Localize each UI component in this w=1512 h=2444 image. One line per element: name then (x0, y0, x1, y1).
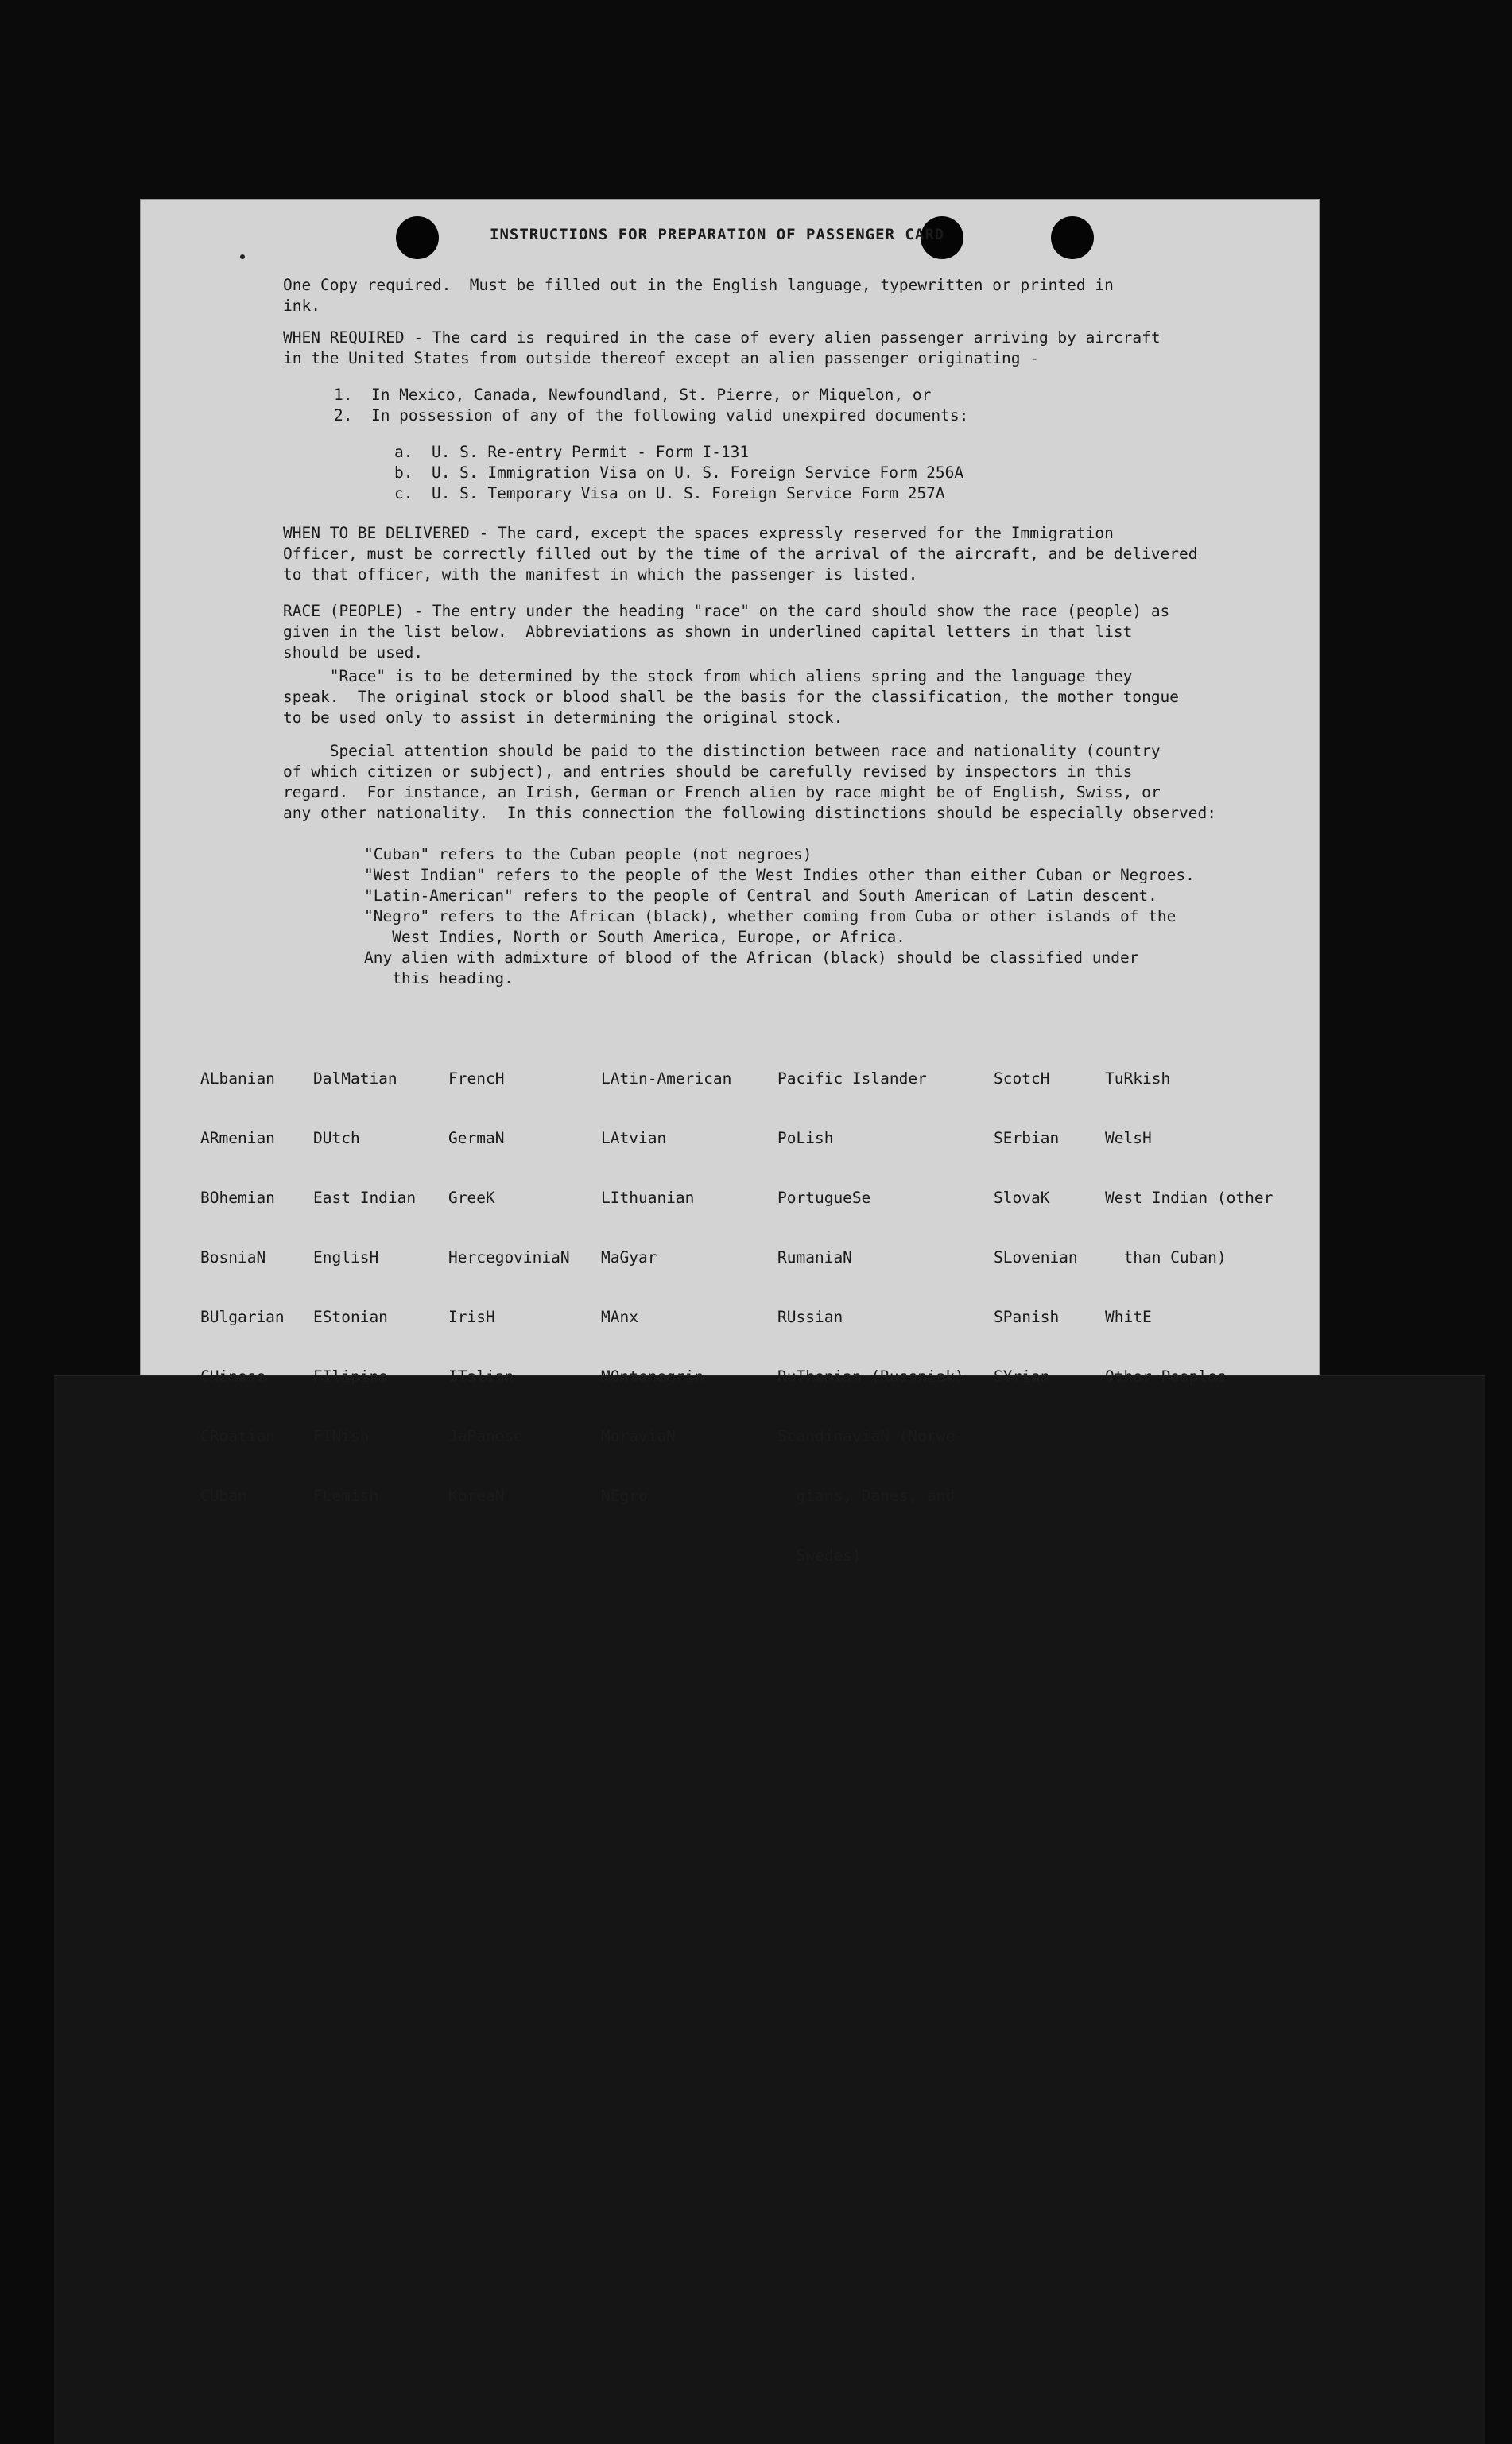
race-item: ScandinaviaN (Norwe- (777, 1427, 964, 1445)
race-item: DUtch (313, 1129, 360, 1147)
race-item: FLemish (313, 1487, 379, 1505)
race-item: MoraviaN (601, 1427, 676, 1445)
special-attention-line: regard. For instance, an Irish, German or French alien by race might be of English, Swiss, or (283, 783, 1161, 801)
punch-hole (1051, 216, 1094, 259)
document-item: c. U. S. Temporary Visa on U. S. Foreign Service Form 257A (394, 484, 945, 502)
race-item: BUlgarian (200, 1308, 285, 1326)
document-item: a. U. S. Re-entry Permit - Form I-131 (394, 443, 750, 461)
race-item: RUssian (777, 1308, 843, 1326)
race-item: SPanish (994, 1308, 1060, 1326)
special-attention-line: of which citizen or subject), and entries should be carefully revised by inspectors in this (283, 762, 1133, 781)
race-item: LIthuanian (601, 1189, 695, 1207)
race-item: SlovaK (994, 1189, 1050, 1207)
race-item: CHinese (200, 1367, 266, 1386)
race-item: EStonian (313, 1308, 388, 1326)
distinction-line: Any alien with admixture of blood of the African (black) should be classified under (364, 949, 1139, 967)
document-item: b. U. S. Immigration Visa on U. S. Foreign Service Form 256A (394, 464, 964, 482)
race-item: RumaniaN (777, 1248, 852, 1267)
distinction-line: West Indies, North or South America, Europe, or Africa. (364, 928, 905, 946)
special-attention-line: any other nationality. In this connection the following distinctions should be especially observed: (283, 804, 1216, 822)
race-list-column (1105, 1029, 1273, 1426)
condition-line: 2. In possession of any of the following valid unexpired documents: (334, 406, 969, 425)
race-list-column (200, 1029, 285, 1546)
race-item: SErbian (994, 1129, 1060, 1147)
speck (240, 254, 245, 259)
race-item: FINish (313, 1427, 370, 1445)
race-item: SLovenian (994, 1248, 1078, 1267)
race-item: MAnx (601, 1308, 638, 1326)
condition-line: 1. In Mexico, Canada, Newfoundland, St. Pierre, or Miquelon, or (334, 386, 932, 404)
when-delivered-line: to that officer, with the manifest in which the passenger is listed. (283, 565, 918, 584)
race-item: East Indian (313, 1189, 417, 1207)
race-item: IrisH (448, 1308, 495, 1326)
race-item: BOhemian (200, 1189, 275, 1207)
race-item: gians, Danes, and (777, 1487, 956, 1505)
race-item: ScotcH (994, 1069, 1050, 1088)
race-determined-line: "Race" is to be determined by the stock from which aliens spring and the language they (283, 667, 1133, 685)
race-item: LAtin-American (601, 1069, 732, 1088)
race-item: Other Peoples (1105, 1367, 1227, 1386)
race-item: HercegoviniaN (448, 1248, 570, 1267)
race-item: CRoatian (200, 1427, 275, 1445)
race-item: BosniaN (200, 1248, 266, 1267)
race-item: EnglisH (313, 1248, 379, 1267)
punch-hole (396, 216, 439, 259)
race-item: FIlipino (313, 1367, 388, 1386)
race-item: WhitE (1105, 1308, 1152, 1326)
race-determined-line: to be used only to assist in determining the original stock. (283, 708, 843, 727)
race-item: PortugueSe (777, 1189, 871, 1207)
race-item: DalMatian (313, 1069, 397, 1088)
distinction-line: "Latin-American" refers to the people of Central and South American of Latin descent. (364, 886, 1157, 905)
race-item: Pacific Islander (777, 1069, 927, 1088)
document-page (140, 199, 1320, 1565)
race-list-column (777, 1029, 964, 1605)
race-item: Swedes) (777, 1546, 862, 1565)
race-item: PoLish (777, 1129, 834, 1147)
race-list-column (313, 1029, 416, 1546)
race-determined-line: speak. The original stock or blood shall be the basis for the classification, the mother tongue (283, 688, 1180, 706)
when-delivered-line: Officer, must be correctly filled out by the time of the arrival of the aircraft, and be delivered (283, 545, 1198, 563)
race-list-column (448, 1029, 570, 1546)
race-people-line: RACE (PEOPLE) - The entry under the heading "race" on the card should show the race (people) as (283, 602, 1170, 620)
when-required-line: WHEN REQUIRED - The card is required in the case of every alien passenger arriving by aircraft (283, 328, 1161, 347)
when-required-line: in the United States from outside thereof except an alien passenger originating - (283, 349, 1039, 367)
race-item: CUban (200, 1487, 247, 1505)
page-title: INSTRUCTIONS FOR PREPARATION OF PASSENGER CARD (490, 226, 945, 243)
distinction-line: "Cuban" refers to the Cuban people (not negroes) (364, 845, 812, 863)
race-list-column (994, 1029, 1078, 1426)
race-item: TuRkish (1105, 1069, 1171, 1088)
race-item: JaPanese (448, 1427, 523, 1445)
race-item: MaGyar (601, 1248, 657, 1267)
race-list-column (601, 1029, 731, 1546)
race-item: MOntenegrin (601, 1367, 704, 1386)
race-item: SYrian (994, 1367, 1050, 1386)
distinction-line: "Negro" refers to the African (black), whether coming from Cuba or other islands of the (364, 907, 1177, 925)
race-item: KoreaN (448, 1487, 505, 1505)
when-delivered-line: WHEN TO BE DELIVERED - The card, except the spaces expressly reserved for the Immigration (283, 524, 1114, 542)
race-item: RuThenian (Russniak) (777, 1367, 964, 1386)
distinction-line: "West Indian" refers to the people of the West Indies other than either Cuban or Negroes. (364, 866, 1195, 884)
race-item: ITalian (448, 1367, 514, 1386)
race-item: West Indian (other (1105, 1189, 1274, 1207)
race-item: LAtvian (601, 1129, 667, 1147)
distinction-line: this heading. (364, 969, 514, 987)
race-item: WelsH (1105, 1129, 1152, 1147)
race-item: NEgro (601, 1487, 648, 1505)
race-item: FrencH (448, 1069, 505, 1088)
special-attention-line: Special attention should be paid to the distinction between race and nationality (country (283, 742, 1161, 760)
race-item: GreeK (448, 1189, 495, 1207)
race-item: GermaN (448, 1129, 505, 1147)
intro-line: ink. (283, 297, 320, 315)
race-people-line: should be used. (283, 643, 424, 661)
race-people-line: given in the list below. Abbreviations as shown in underlined capital letters in that list (283, 623, 1133, 641)
intro-line: One Copy required. Must be filled out in the English language, typewritten or printed in (283, 276, 1114, 294)
race-item: ALbanian (200, 1069, 275, 1088)
race-item: ARmenian (200, 1129, 275, 1147)
race-item: than Cuban) (1105, 1248, 1227, 1267)
